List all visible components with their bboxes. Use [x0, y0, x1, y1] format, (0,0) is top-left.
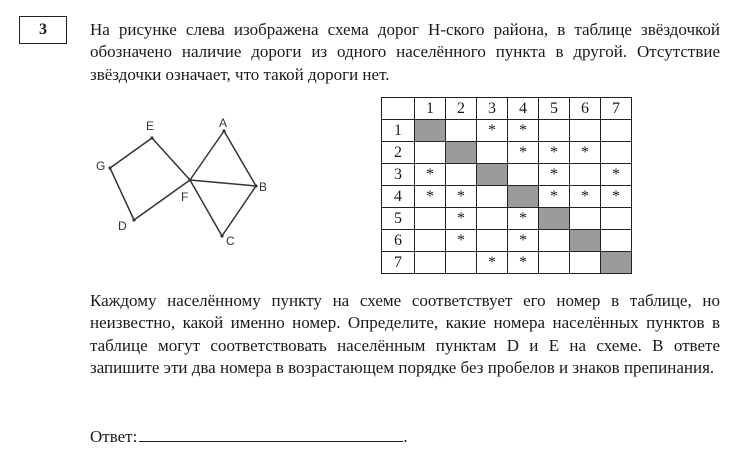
- empty-cell: [477, 208, 508, 230]
- row-header: 5: [382, 208, 415, 230]
- road-star-cell: *: [570, 186, 601, 208]
- node-D: [132, 218, 135, 221]
- road-star-cell: *: [415, 164, 446, 186]
- road-star-cell: *: [539, 142, 570, 164]
- column-header: 2: [446, 98, 477, 120]
- row-header: 1: [382, 120, 415, 142]
- table-row: [382, 208, 632, 230]
- node-B: [254, 184, 257, 187]
- road-A-B: [224, 131, 256, 186]
- diagonal-shaded-cell: [415, 120, 446, 142]
- table-row: [382, 164, 632, 186]
- road-star-cell: *: [508, 142, 539, 164]
- table-body: [382, 120, 632, 274]
- road-F-B: [190, 180, 256, 186]
- empty-cell: [446, 164, 477, 186]
- task-intro-text: На рисунке слева изображена схема дорог Н-ского района, в таблице звёздочкой обозначено наличие дороги из одного населённого пункта в другой. Отсутствие звёздочки означает, что такой дороги нет.: [90, 20, 720, 84]
- row-header: 4: [382, 186, 415, 208]
- empty-cell: [415, 252, 446, 274]
- task-question-text: Каждому населённому пункту на схеме соответствует его номер в таблице, но неизвестно, какой именно номер. Определите, какие номера населённых пунктов в таблице могут соответствовать населённым пунктам D и E на схеме. В ответе запишите эти два номера в возрастающем порядке без пробелов и знаков препинания.: [90, 291, 720, 377]
- node-G: [108, 166, 111, 169]
- empty-cell: [570, 164, 601, 186]
- answer-input-line[interactable]: [139, 425, 403, 442]
- road-star-cell: *: [446, 230, 477, 252]
- empty-cell: [570, 208, 601, 230]
- diagonal-shaded-cell: [539, 208, 570, 230]
- node-C: [220, 234, 223, 237]
- row-header: 2: [382, 142, 415, 164]
- road-star-cell: *: [508, 120, 539, 142]
- road-star-cell: *: [601, 186, 632, 208]
- diagonal-shaded-cell: [477, 164, 508, 186]
- column-header: 1: [415, 98, 446, 120]
- node-label-E: E: [146, 119, 155, 133]
- empty-cell: [570, 120, 601, 142]
- row-header: 6: [382, 230, 415, 252]
- empty-cell: [415, 208, 446, 230]
- empty-cell: [539, 230, 570, 252]
- road-G-D: [110, 168, 134, 220]
- road-F-A: [190, 131, 224, 180]
- table-row: [382, 120, 632, 142]
- road-G-E: [110, 138, 152, 168]
- empty-cell: [415, 142, 446, 164]
- road-star-cell: *: [601, 164, 632, 186]
- empty-cell: [601, 230, 632, 252]
- empty-cell: [601, 208, 632, 230]
- table-row: [382, 186, 632, 208]
- road-star-cell: *: [508, 252, 539, 274]
- answer-end-mark: .: [403, 427, 408, 446]
- table-header-row: [382, 98, 632, 120]
- road-star-cell: *: [508, 230, 539, 252]
- empty-cell: [570, 252, 601, 274]
- answer-label: Ответ:: [90, 427, 138, 446]
- row-header: 3: [382, 164, 415, 186]
- node-label-B: B: [259, 180, 268, 194]
- road-C-B: [222, 186, 256, 236]
- empty-cell: [415, 230, 446, 252]
- road-F-C: [190, 180, 222, 236]
- empty-cell: [539, 120, 570, 142]
- column-header: 3: [477, 98, 508, 120]
- road-star-cell: *: [539, 164, 570, 186]
- diagonal-shaded-cell: [601, 252, 632, 274]
- road-E-F: [152, 138, 190, 180]
- empty-cell: [446, 120, 477, 142]
- table-row: [382, 230, 632, 252]
- table-row: [382, 142, 632, 164]
- empty-cell: [477, 186, 508, 208]
- diagonal-shaded-cell: [570, 230, 601, 252]
- empty-cell: [446, 252, 477, 274]
- road-star-cell: *: [477, 120, 508, 142]
- road-star-cell: *: [415, 186, 446, 208]
- empty-cell: [477, 142, 508, 164]
- adjacency-table: [381, 97, 632, 274]
- node-label-F: F: [181, 190, 189, 204]
- column-header: 7: [601, 98, 632, 120]
- column-header: 6: [570, 98, 601, 120]
- empty-cell: [508, 164, 539, 186]
- road-star-cell: *: [446, 186, 477, 208]
- node-F: [188, 178, 191, 181]
- table-corner-cell: [382, 98, 415, 120]
- table-row: [382, 252, 632, 274]
- empty-cell: [601, 142, 632, 164]
- empty-cell: [477, 230, 508, 252]
- answer-row: [90, 425, 408, 447]
- road-star-cell: *: [446, 208, 477, 230]
- road-scheme-graph: [88, 112, 288, 262]
- diagonal-shaded-cell: [508, 186, 539, 208]
- road-star-cell: *: [508, 208, 539, 230]
- road-star-cell: *: [477, 252, 508, 274]
- road-star-cell: *: [539, 186, 570, 208]
- node-E: [150, 136, 153, 139]
- empty-cell: [539, 252, 570, 274]
- node-label-C: C: [226, 234, 235, 248]
- column-header: 4: [508, 98, 539, 120]
- empty-cell: [601, 120, 632, 142]
- diagonal-shaded-cell: [446, 142, 477, 164]
- road-star-cell: *: [570, 142, 601, 164]
- node-label-D: D: [118, 219, 127, 233]
- node-label-A: A: [219, 116, 228, 130]
- row-header: 7: [382, 252, 415, 274]
- column-header: 5: [539, 98, 570, 120]
- node-label-G: G: [96, 159, 106, 173]
- task-number-box: 3: [19, 16, 67, 44]
